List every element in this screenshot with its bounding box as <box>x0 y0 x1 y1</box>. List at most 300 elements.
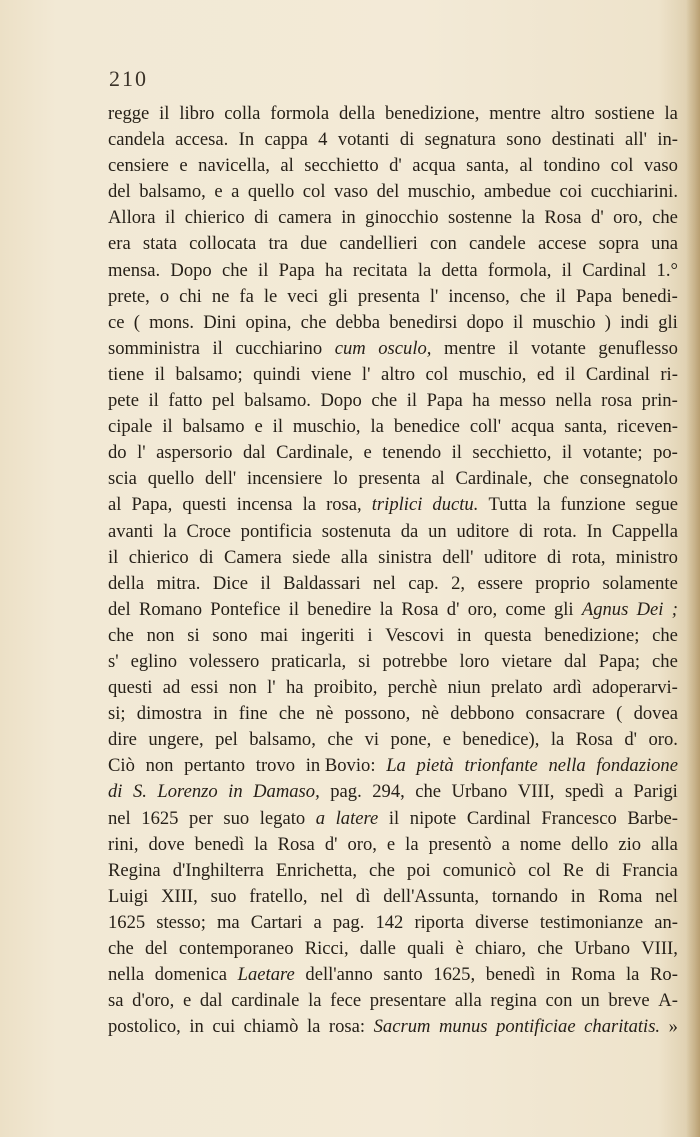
word: libro <box>179 103 215 124</box>
word: al <box>280 155 294 177</box>
word: la <box>405 833 419 855</box>
word: essere <box>477 572 523 594</box>
word: » <box>668 1016 678 1038</box>
word: dì <box>355 885 371 907</box>
word: due <box>300 233 328 255</box>
text-line <box>108 310 678 336</box>
word: il <box>260 572 271 594</box>
word: in <box>228 781 243 803</box>
word: stesso; <box>156 911 206 933</box>
word: Roma <box>570 964 616 986</box>
word: che <box>327 729 354 751</box>
text-line <box>108 858 678 884</box>
word: dalle <box>359 938 396 959</box>
word: incenso, <box>448 285 510 307</box>
word: muschio <box>532 311 596 333</box>
word: era <box>108 233 131 255</box>
word: col <box>610 155 634 177</box>
word: il <box>564 363 576 385</box>
word: In <box>238 129 255 151</box>
word: riceven- <box>617 416 678 438</box>
word: il <box>406 390 418 412</box>
word: segue <box>635 494 678 516</box>
word: quello <box>247 181 295 203</box>
word: si; <box>108 703 126 725</box>
text-line <box>108 153 678 179</box>
word: Francesco <box>541 807 617 829</box>
word: il <box>164 207 176 229</box>
word: do <box>108 442 127 464</box>
word: eglino <box>130 650 178 672</box>
word: rosa <box>601 390 633 412</box>
word: oro, <box>613 207 643 229</box>
word: presenta <box>357 285 420 307</box>
word: votante; <box>582 442 643 464</box>
word: debba <box>335 311 381 333</box>
word: Sacrum <box>373 1016 431 1038</box>
word: non <box>145 755 174 777</box>
word: le <box>263 285 278 307</box>
word: nel <box>655 885 678 907</box>
word: all' <box>625 129 647 151</box>
word: suo <box>223 807 250 829</box>
word: indi <box>620 311 650 333</box>
word: d'Inghilterra <box>172 859 264 881</box>
text-line <box>108 101 678 127</box>
word: la <box>417 259 432 281</box>
word: muschio, <box>292 416 361 438</box>
word: Tutta <box>488 494 528 516</box>
word: presentare <box>369 990 447 1012</box>
text-line <box>108 388 678 414</box>
word: Romano <box>138 598 202 620</box>
word: Dice <box>212 572 248 594</box>
word: aspersorio <box>156 442 233 464</box>
word: ardì <box>552 677 582 699</box>
word: dell'anno <box>305 964 373 986</box>
word: prin- <box>641 390 678 412</box>
word: benedirsi <box>389 311 458 333</box>
word: consacrare <box>525 703 605 725</box>
word: Laetare <box>237 964 295 986</box>
text-line <box>108 545 678 571</box>
word: osculo, <box>378 337 432 359</box>
word: regge <box>108 103 150 124</box>
word: la <box>521 207 535 229</box>
word: vi <box>364 729 380 751</box>
word: Cardinale, <box>276 442 354 464</box>
word: ministro <box>615 546 678 568</box>
word: a <box>614 781 623 803</box>
word: oro. <box>648 729 678 751</box>
text-line <box>108 832 678 858</box>
word: In <box>586 520 603 542</box>
word: che <box>369 859 395 881</box>
word: acqua <box>412 155 456 177</box>
word: cucchiarino <box>235 337 323 359</box>
word: 294, <box>372 781 405 803</box>
text-line <box>108 910 678 936</box>
text-line <box>108 205 678 231</box>
word: per <box>189 807 213 829</box>
word: solamente <box>602 572 678 594</box>
word: latere <box>335 807 379 829</box>
text-line <box>108 519 678 545</box>
word: gli <box>553 598 574 620</box>
word: è <box>455 938 464 959</box>
word: il <box>162 416 173 438</box>
word: chiamò <box>243 1016 299 1038</box>
word: charitatis. <box>584 1016 661 1038</box>
word: Re <box>562 859 584 881</box>
text-line <box>108 284 678 310</box>
page-number: 210 <box>109 66 148 91</box>
word: pag. <box>332 911 365 933</box>
word: col <box>528 859 551 881</box>
word: questi <box>182 494 227 516</box>
word: in <box>213 703 228 725</box>
word: pag. <box>330 781 362 803</box>
word: coi <box>559 181 583 203</box>
word: d' <box>389 155 402 177</box>
word: si <box>187 624 200 646</box>
word: Dei <box>636 598 664 620</box>
word: altro <box>550 103 585 124</box>
word: dove <box>148 833 185 855</box>
word: VIII, <box>641 938 678 959</box>
word: dopo <box>466 311 504 333</box>
word: 1625, <box>433 964 476 986</box>
word: chiaro, <box>474 938 527 959</box>
word: contemporaneo <box>178 938 294 959</box>
word: Parigi <box>633 781 678 803</box>
text-line <box>108 779 678 805</box>
word: pel <box>215 729 238 751</box>
word: in Bovio: <box>305 755 376 777</box>
word: S. <box>132 781 147 803</box>
word: votante <box>531 337 586 359</box>
word: vaso <box>643 155 678 177</box>
word: quello <box>147 468 195 490</box>
word: altro <box>380 363 416 385</box>
word: presenta <box>358 468 421 490</box>
word: acqua <box>511 416 555 438</box>
word: presentò <box>428 833 492 855</box>
word: Lorenzo <box>157 781 218 803</box>
word: cui <box>212 1016 236 1038</box>
word: sinistra <box>378 546 432 568</box>
word: Papa <box>278 259 315 281</box>
word: che <box>652 624 678 646</box>
word: il <box>555 285 566 307</box>
word: e <box>182 990 192 1012</box>
word: pete <box>108 390 139 412</box>
word: col <box>425 363 449 385</box>
word: XIII, <box>161 885 198 907</box>
word: an- <box>654 911 678 933</box>
word: al <box>519 155 533 177</box>
word: ambedue <box>483 181 552 203</box>
word: 142 <box>375 911 404 933</box>
text-line <box>108 884 678 910</box>
word: chierico <box>184 207 245 229</box>
word: sostiene <box>594 103 655 124</box>
word: rini, <box>108 833 139 855</box>
word: destinati <box>551 129 615 151</box>
word: in- <box>657 129 678 151</box>
word: la <box>626 964 640 986</box>
word: nella <box>548 755 586 777</box>
word: la <box>302 494 317 516</box>
word: candellieri <box>339 233 418 255</box>
word: coll' <box>469 416 502 438</box>
word: suo <box>210 885 237 907</box>
text-line <box>108 675 678 701</box>
word: fa <box>239 285 254 307</box>
word: Cartari <box>250 911 303 933</box>
word: po- <box>653 442 678 464</box>
word: in <box>189 1016 204 1038</box>
word: siede <box>292 546 331 568</box>
word: incensiere <box>247 468 323 490</box>
word: genuflesso <box>598 337 678 359</box>
word: 1.° <box>656 259 678 281</box>
word: e <box>386 833 396 855</box>
word: Cardinal <box>466 807 531 829</box>
word: Papa <box>426 390 463 412</box>
word: avanti <box>108 520 154 542</box>
word: Dopo <box>170 259 212 281</box>
word: ungere, <box>148 729 204 751</box>
word: questa <box>484 624 532 646</box>
word: adoperarvi- <box>592 677 678 699</box>
word: pertanto <box>184 755 246 777</box>
word: sostenuta <box>321 520 391 542</box>
page-edge-shadow <box>686 0 700 1137</box>
word: cappa <box>264 129 308 151</box>
word: la <box>306 1016 321 1038</box>
word: domenica <box>154 964 228 986</box>
word: Ciò <box>108 755 135 777</box>
word: la <box>308 990 322 1012</box>
word: sa <box>108 990 124 1012</box>
word: ; <box>671 598 678 620</box>
word: con <box>429 233 457 255</box>
word: zio <box>618 833 642 855</box>
word: benedì <box>485 964 536 986</box>
word: di <box>254 207 269 229</box>
word: nipote <box>409 807 457 829</box>
word: a <box>231 181 240 203</box>
word: alla <box>454 990 482 1012</box>
word: santa, <box>466 155 509 177</box>
word: il <box>272 416 283 438</box>
word: dell'Assunta, <box>383 885 479 907</box>
word: di <box>518 520 534 542</box>
word: quali <box>407 938 445 959</box>
word: postolico, <box>108 1016 181 1038</box>
word: del <box>108 181 131 203</box>
word: ma <box>216 911 240 933</box>
word: Urbano <box>451 781 508 803</box>
word: ha <box>325 259 343 281</box>
word: d' <box>624 729 638 751</box>
word: l' <box>267 677 276 699</box>
text-line <box>108 1014 678 1040</box>
word: vaso <box>333 181 369 203</box>
word: non <box>228 677 257 699</box>
word: trionfante <box>464 755 538 777</box>
word: fratello, <box>249 885 308 907</box>
word: balsamo. <box>244 390 311 412</box>
word: oro, <box>347 833 377 855</box>
word: alla <box>651 833 678 855</box>
word: niun <box>447 677 481 699</box>
word: pontificiae <box>496 1016 576 1038</box>
word: Cardinal <box>585 363 650 385</box>
word: ginocchio <box>365 207 439 229</box>
word: 4 <box>318 129 328 151</box>
word: Regina <box>108 859 161 881</box>
word: come <box>505 598 546 620</box>
text-line <box>108 597 678 623</box>
word: proprio <box>535 572 591 594</box>
word: nella <box>555 390 592 412</box>
word: benedire <box>307 598 372 620</box>
word: censiere <box>108 155 169 177</box>
text-line <box>108 649 678 675</box>
word: Vescovi <box>385 624 445 646</box>
text-line <box>108 179 678 205</box>
word: votanti <box>337 129 390 151</box>
word: nome <box>519 833 562 855</box>
word: che <box>543 468 569 490</box>
word: e <box>214 181 223 203</box>
word: uditore <box>483 546 537 568</box>
word: Rosa <box>401 598 439 620</box>
word: veci <box>287 285 319 307</box>
word: tondino <box>543 155 601 177</box>
word: candele <box>469 233 526 255</box>
word: ha <box>472 390 490 412</box>
word: accesa. <box>175 129 229 151</box>
word: lo <box>333 468 348 490</box>
word: della <box>108 572 145 594</box>
word: dovea <box>633 703 678 725</box>
text-line <box>108 492 678 518</box>
word: formola, <box>487 259 552 281</box>
word: una <box>651 233 678 255</box>
word: gli <box>328 285 348 307</box>
word: dire <box>108 729 137 751</box>
word: rota. <box>543 520 577 542</box>
word: sopra <box>598 233 639 255</box>
word: benedice <box>393 416 460 438</box>
word: ) <box>604 311 611 333</box>
word: l' <box>429 285 439 307</box>
word: dimostra <box>136 703 202 725</box>
body-text <box>108 101 678 1040</box>
word: 1625 <box>141 807 179 829</box>
word: tra <box>268 233 289 255</box>
word: che <box>652 650 678 672</box>
word: mons. <box>149 311 195 333</box>
word: viene <box>311 363 352 385</box>
word: scia <box>108 468 137 490</box>
word: ce <box>108 311 125 333</box>
word: il <box>561 442 573 464</box>
word: gli <box>658 311 678 333</box>
word: balsamo, <box>249 729 316 751</box>
word: cardinale <box>231 990 300 1012</box>
word: nel <box>320 885 344 907</box>
word: benedice), <box>462 729 540 751</box>
word: stata <box>142 233 177 255</box>
word: dell' <box>442 546 474 568</box>
word: muschio, <box>458 363 527 385</box>
word: di <box>108 781 123 803</box>
word: accese <box>537 233 587 255</box>
word: breve <box>608 990 650 1012</box>
word: al <box>431 468 445 490</box>
word: un <box>581 990 600 1012</box>
word: in <box>341 207 356 229</box>
word: possono, <box>344 703 411 725</box>
word: nè <box>421 703 440 725</box>
word: che <box>300 311 327 333</box>
word: tiene <box>108 363 145 385</box>
word: mai <box>260 624 289 646</box>
word: sono <box>212 624 248 646</box>
word: Francia <box>622 859 678 881</box>
word: quindi <box>253 363 301 385</box>
word: Cappella <box>611 520 678 542</box>
word: che <box>415 781 442 803</box>
word: regina <box>490 990 537 1012</box>
word: nella <box>108 964 145 986</box>
word: formola <box>270 103 330 124</box>
word: consegnatolo <box>579 468 678 490</box>
word: fine <box>238 703 268 725</box>
word: la <box>370 416 384 438</box>
word: e <box>442 729 452 751</box>
word: praticarla, <box>271 650 347 672</box>
word: mitra. <box>156 572 201 594</box>
word: rosa, <box>326 494 362 516</box>
word: che <box>519 285 546 307</box>
word: ( <box>616 703 623 725</box>
word: in <box>456 624 472 646</box>
word: debbono <box>450 703 515 725</box>
word: questi <box>108 677 153 699</box>
word: alla <box>340 546 368 568</box>
word: Camera <box>223 546 282 568</box>
word: dal <box>564 650 587 672</box>
word: balsamo <box>182 416 245 438</box>
word: la <box>163 520 177 542</box>
word: nel <box>373 572 396 594</box>
word: benedizione; <box>544 624 640 646</box>
word: il <box>508 337 519 359</box>
word: del <box>376 181 400 203</box>
word: ha <box>285 677 304 699</box>
word: che <box>537 938 564 959</box>
word: Ricci, <box>304 938 349 959</box>
text-line <box>108 440 678 466</box>
word: tornando <box>491 885 558 907</box>
word: Cardinale, <box>455 468 533 490</box>
word: benedi- <box>622 285 678 307</box>
